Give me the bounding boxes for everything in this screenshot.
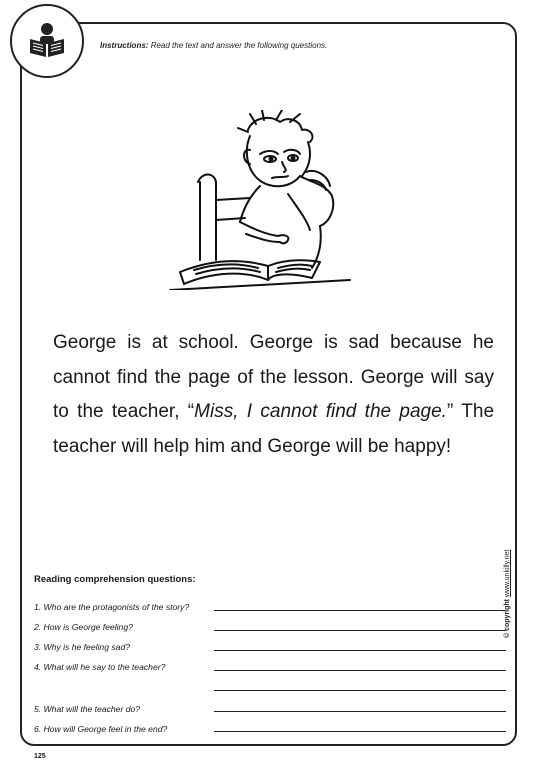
copyright-site-link[interactable]: www.unkilly.net: [504, 549, 511, 598]
instructions: [100, 41, 327, 50]
question-6: 6. How will George feel in the end?: [34, 724, 168, 734]
question-5: 5. What will the teacher do?: [34, 704, 141, 714]
story-part2: ” The teacher will help him and George will be happy!: [53, 401, 495, 457]
instructions-label: Instructions:: [100, 41, 149, 50]
reader-icon: [27, 21, 67, 61]
copyright-label: © copyright: [504, 597, 511, 638]
story-quote: Miss, I cannot find the page.: [194, 401, 447, 422]
story-text: [53, 326, 494, 464]
answer-line-6[interactable]: [214, 731, 506, 732]
instructions-text: Read the text and answer the following questions.: [150, 41, 328, 50]
question-3: 3. Why is he feeling sad?: [34, 642, 131, 652]
page-number: 125: [34, 753, 46, 760]
question-1: 1. Who are the protagonists of the story?: [34, 602, 190, 612]
answer-line-3[interactable]: [214, 650, 506, 651]
sad-boy-reading-illustration: [160, 110, 360, 290]
question-4: 4. What will he say to the teacher?: [34, 662, 166, 672]
question-2: 2. How is George feeling?: [34, 622, 133, 632]
answer-line-4b[interactable]: [214, 690, 506, 691]
answer-line-4a[interactable]: [214, 670, 506, 671]
answer-line-1[interactable]: [214, 610, 506, 611]
copyright-note: [504, 530, 518, 640]
answer-line-5[interactable]: [214, 711, 506, 712]
answer-line-2[interactable]: [214, 630, 506, 631]
questions-title: Reading comprehension questions:: [34, 574, 196, 585]
story-part1: George is at school. George is sad because he cannot find the page of the lesson. George will say to the teacher, “: [53, 332, 494, 422]
header-badge: [10, 4, 84, 78]
